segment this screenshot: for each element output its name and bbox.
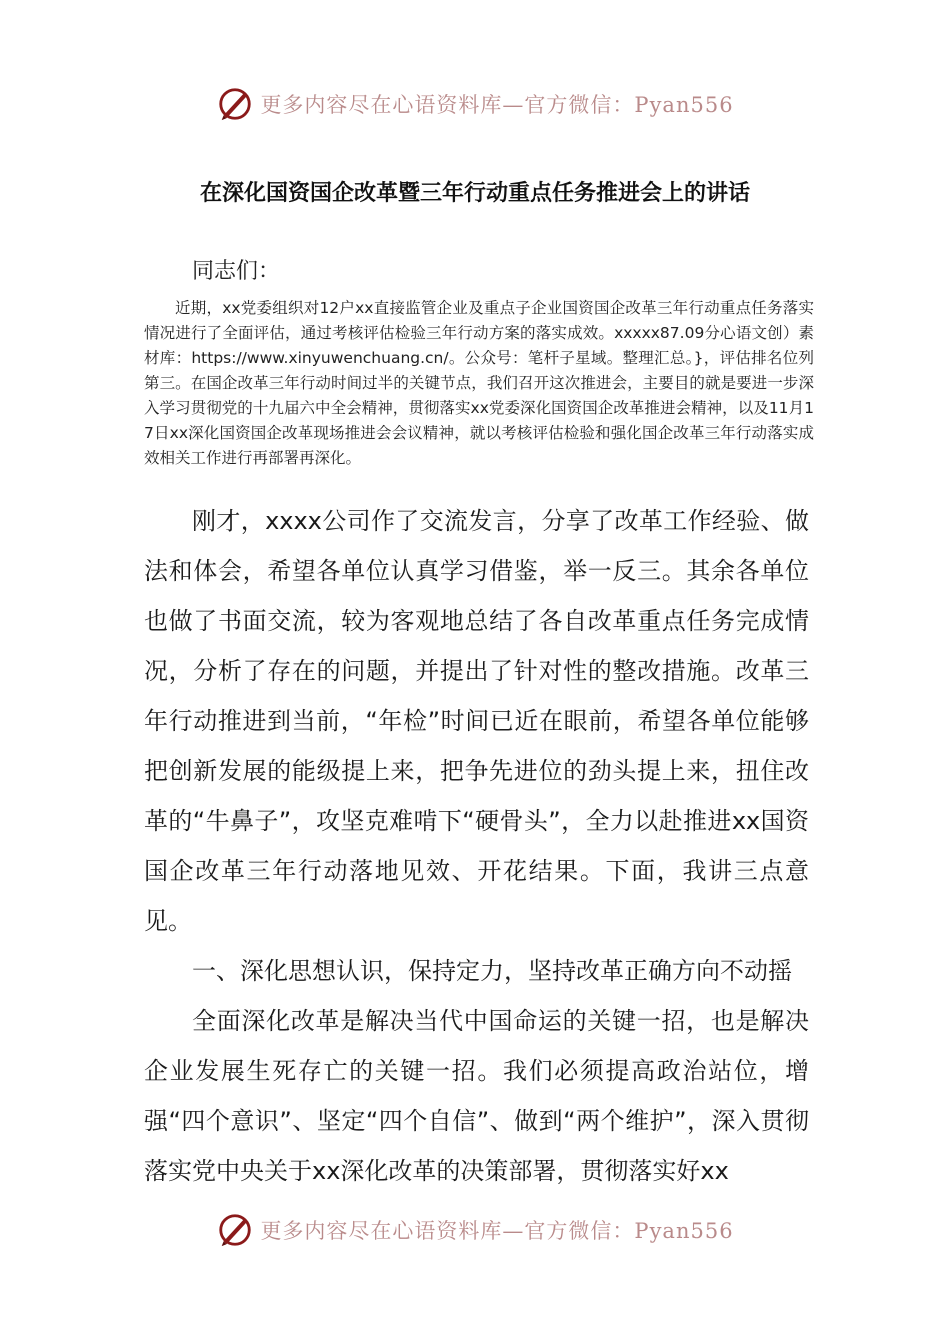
header-banner <box>0 82 950 126</box>
footer-banner-text: 更多内容尽在心语资料库—官方微信：Pyan556 <box>260 1219 734 1243</box>
document-title: 在深化国资国企改革暨三年行动重点任务推进会上的讲话 <box>199 181 750 206</box>
section-heading: 一、深化思想认识，保持定力，坚持改革正确方向不动摇 <box>192 957 792 985</box>
footer-banner <box>0 1208 950 1252</box>
pen-circle-logo-icon <box>216 85 254 123</box>
exchange-paragraph: 刚才，xxxx公司作了交流发言，分享了改革工作经验、做法和体会，希望各单位认真学习借鉴，举一反三。其余各单位也做了书面交流，较为客观地总结了各自改革重点任务完成情况，分析了存在的问题，并提出了针对性的整改措施。改革三年行动推进到当前，“年检”时间已近在眼前，希望各单位能够把创新发展的能级提上来，把争先进位的劲头提上来，扭住改革的“牛鼻子”，攻坚克难啃下“硬骨头”，全力以赴推进xx国资国企改革三年行动落地见效、开花结果。下面，我讲三点意见。 <box>144 507 809 935</box>
section-body-paragraph: 全面深化改革是解决当代中国命运的关键一招，也是解决企业发展生死存亡的关键一招。我们必须提高政治站位，增强“四个意识”、坚定“四个自信”、做到“两个维护”，深入贯彻落实党中央关于xx深化改革的决策部署，贯彻落实好xx <box>144 1007 809 1185</box>
pen-circle-logo-icon <box>216 1211 254 1249</box>
header-banner-text: 更多内容尽在心语资料库—官方微信：Pyan556 <box>260 93 734 117</box>
greeting: 同志们： <box>192 259 281 284</box>
body-text <box>144 496 809 1196</box>
intro-paragraph: 近期，xx党委组织对12户xx直接监管企业及重点子企业国资国企改革三年行动重点任务落实情况进行了全面评估，通过考核评估检验三年行动方案的落实成效。xxxxx87.09分心语文创）素材库：https://www.xinyuwenchuang.cn/。公众号：笔杆子星域。整理汇总。}，评估排名位列第三。在国企改革三年行动时间过半的关键节点，我们召开这次推进会，主要目的就是要进一步深入学习贯彻党的十九届六中全会精神，贯彻落实xx党委深化国资国企改革推进会精神，以及11月17日xx深化国资国企改革现场推进会会议精神，就以考核评估检验和强化国企改革三年行动落实成效相关工作进行再部署再深化。 <box>144 299 814 467</box>
